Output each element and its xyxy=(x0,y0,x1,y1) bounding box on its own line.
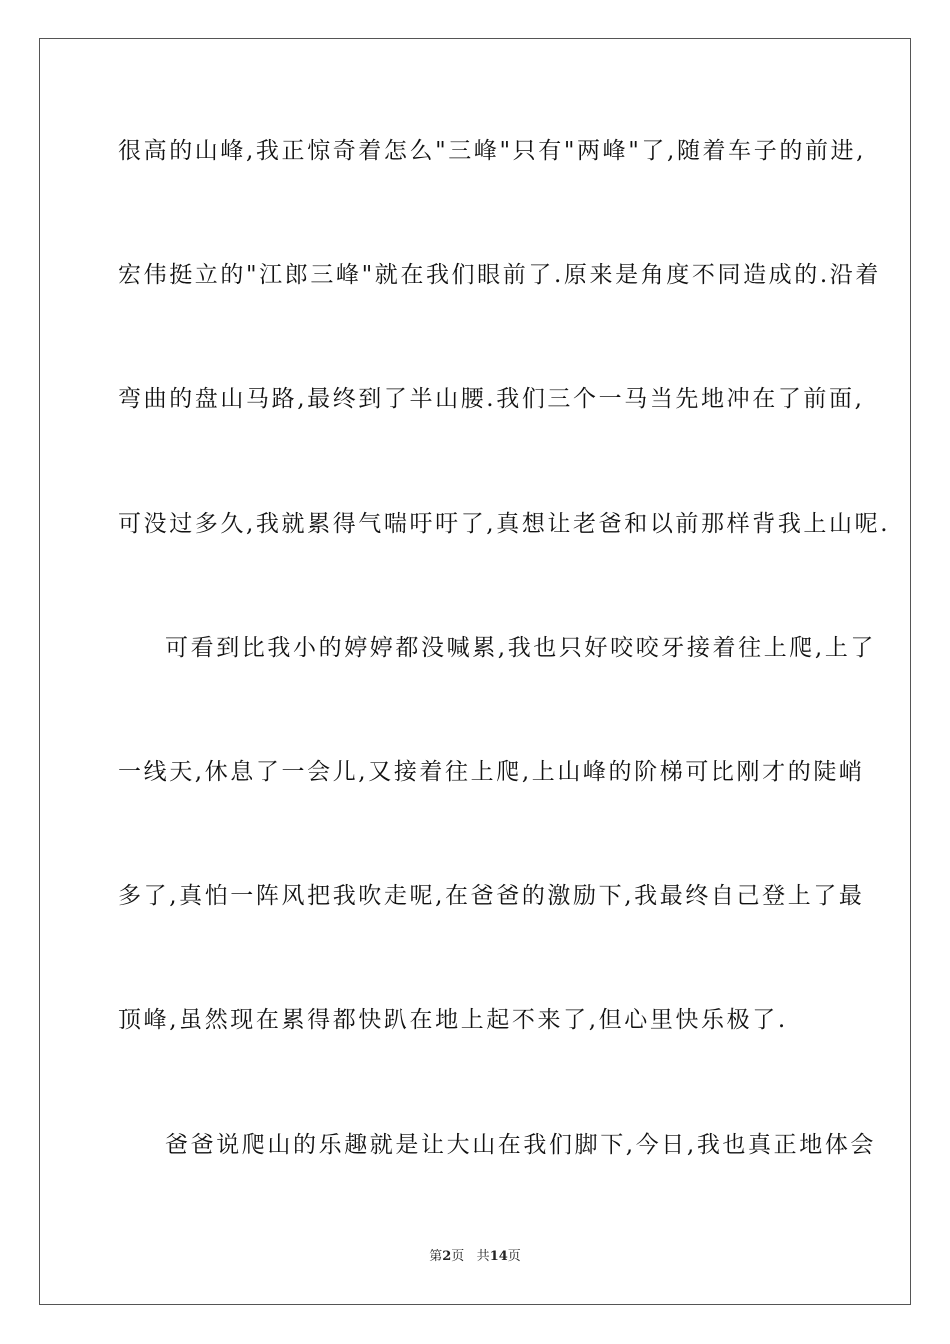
text-line-2: 宏伟挺立的"江郎三峰"就在我们眼前了.原来是角度不同造成的.沿着 xyxy=(118,262,881,288)
footer-page-number: 2 xyxy=(442,1249,452,1264)
text-line-5: 可看到比我小的婷婷都没喊累,我也只好咬咬牙接着往上爬,上了 xyxy=(165,635,877,661)
page-footer xyxy=(0,1248,950,1266)
footer-total-pages: 14 xyxy=(489,1249,508,1264)
footer-page-suffix: 页 xyxy=(451,1249,465,1264)
text-line-1: 很高的山峰,我正惊奇着怎么"三峰"只有"两峰"了,随着车子的前进, xyxy=(118,138,867,164)
text-line-8: 顶峰,虽然现在累得都快趴在地上起不来了,但心里快乐极了. xyxy=(118,1007,788,1033)
text-line-9: 爸爸说爬山的乐趣就是让大山在我们脚下,今日,我也真正地体会 xyxy=(165,1132,877,1158)
text-line-3: 弯曲的盘山马路,最终到了半山腰.我们三个一马当先地冲在了前面, xyxy=(118,386,865,412)
page-border xyxy=(39,38,911,1305)
text-line-4: 可没过多久,我就累得气喘吁吁了,真想让老爸和以前那样背我上山呢. xyxy=(118,511,891,537)
text-line-7: 多了,真怕一阵风把我吹走呢,在爸爸的激励下,我最终自己登上了最 xyxy=(118,883,865,909)
footer-page-prefix: 第 xyxy=(429,1249,443,1264)
text-line-6: 一线天,休息了一会儿,又接着往上爬,上山峰的阶梯可比刚才的陡峭 xyxy=(118,759,865,785)
footer-total-suffix: 页 xyxy=(507,1249,521,1264)
footer-total-prefix: 共 xyxy=(476,1249,490,1264)
